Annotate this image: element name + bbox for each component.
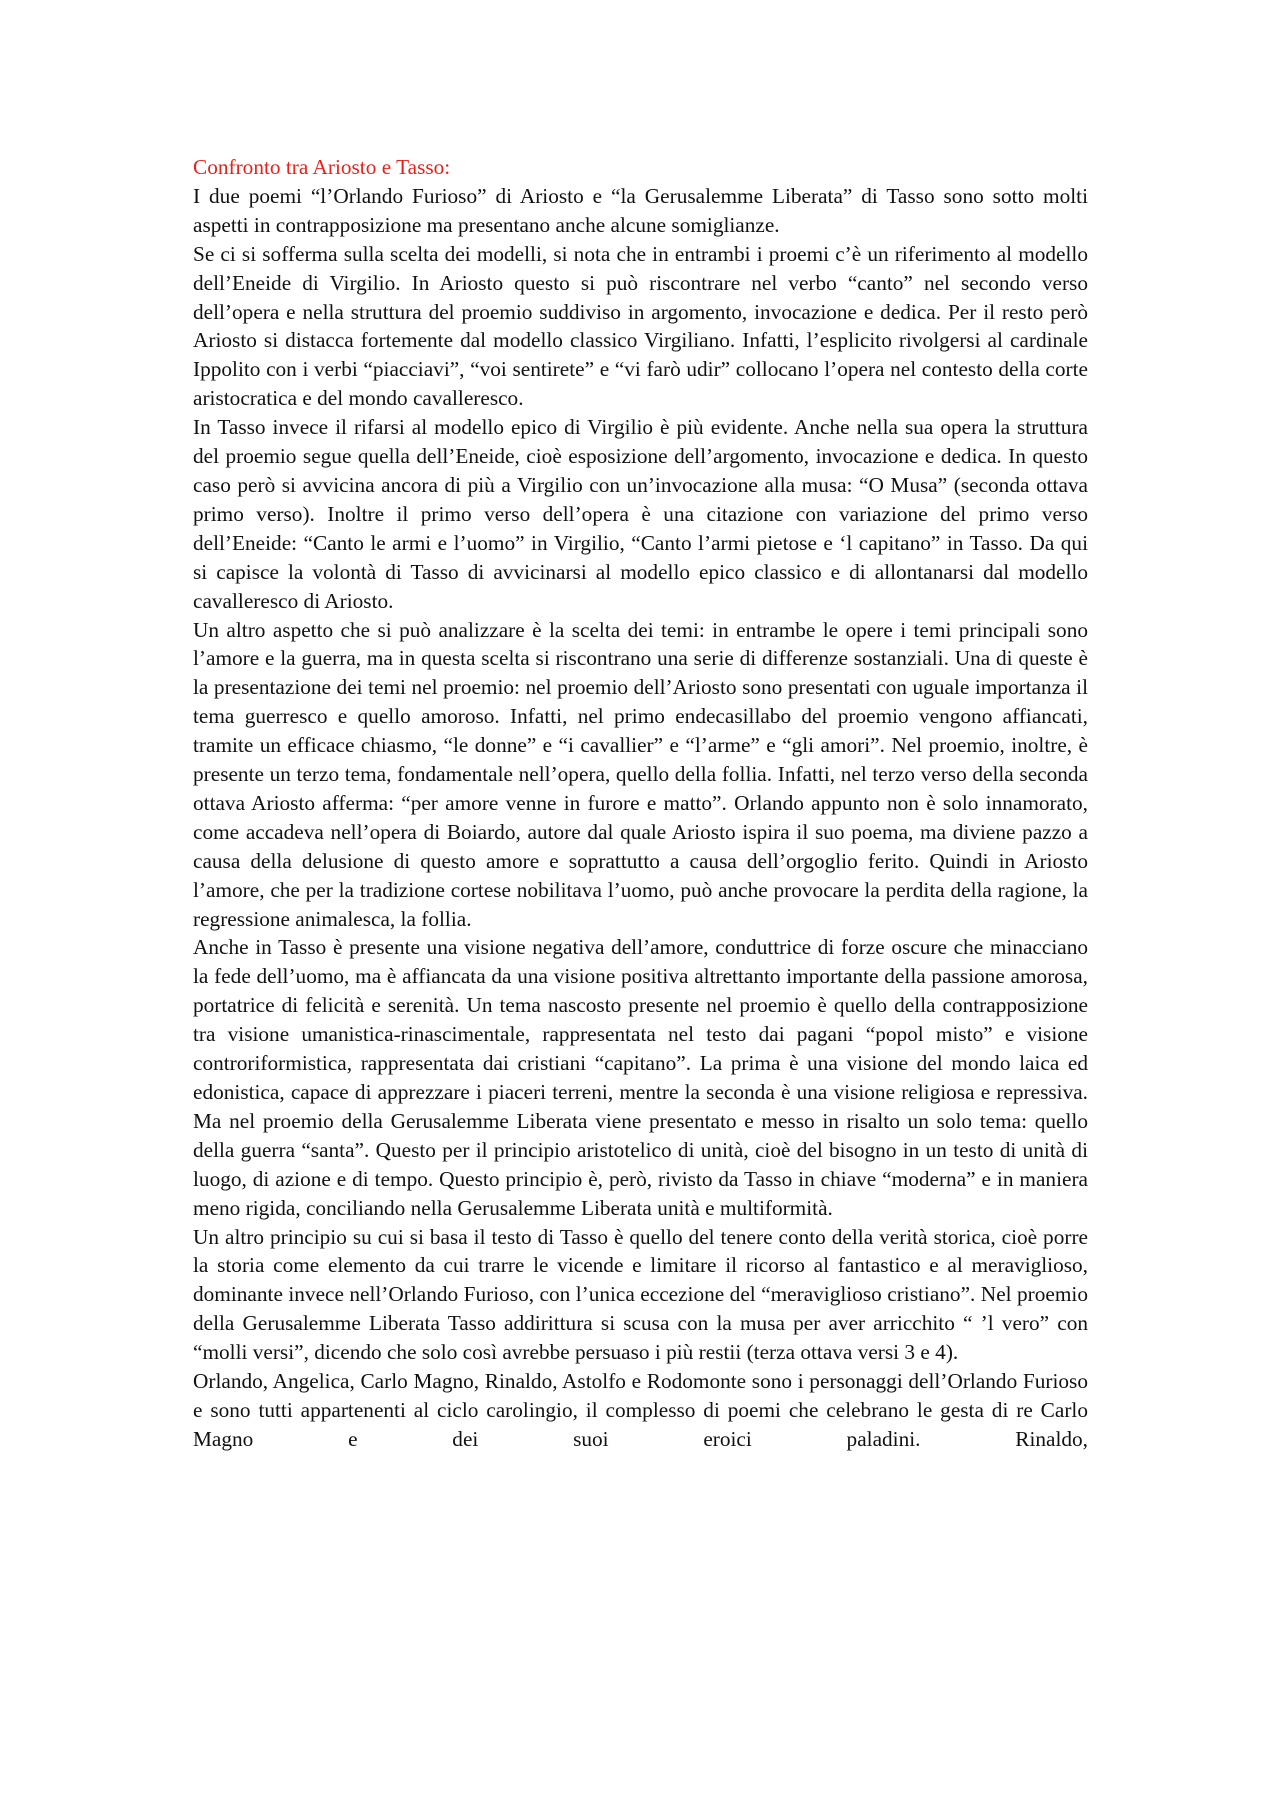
paragraph-intro: I due poemi “l’Orlando Furioso” di Ariosto e “la Gerusalemme Liberata” di Tasso sono sotto molti aspetti in contrapposizione ma presentano anche alcune somiglianze. bbox=[193, 183, 1088, 237]
paragraph-themes-ariosto: Un altro aspetto che si può analizzare è la scelta dei temi: in entrambe le opere i temi principali sono l’amore e la guerra, ma in questa scelta si riscontrano una serie di differenze sostanziali. Una di queste è la presentazione dei temi nel proemio: nel proemio dell’Ariosto sono presentati con uguale importanza il tema guerresco e quello amoroso. Infatti, nel primo endecasillabo del proemio vengono affiancati, tramite un efficace chiasmo, “le donne” e “i cavallier” e “l’arme” e “gli amori”. Nel proemio, inoltre, è presente un terzo tema, fondamentale nell’opera, quello della follia. Infatti, nel terzo verso della seconda ottava Ariosto afferma: “per amore venne in furore e matto”. Orlando appunto non è solo innamorato, come accadeva nell’opera di Boiardo, autore dal quale Ariosto ispira il suo poema, ma diviene pazzo a causa della delusione di questo amore e soprattutto a causa dell’orgoglio ferito. Quindi in Ariosto l’amore, che per la tradizione cortese nobilitava l’uomo, può anche provocare la perdita della ragione, la regressione animalesca, la follia. bbox=[193, 617, 1088, 931]
paragraph-models-ariosto: Se ci si sofferma sulla scelta dei modelli, si nota che in entrambi i proemi c’è un riferimento al modello dell’Eneide di Virgilio. In Ariosto questo si può riscontrare nel verbo “canto” nel secondo verso dell’opera e nella struttura del proemio suddiviso in argomento, invocazione e dedica. Per il resto però Ariosto si distacca fortemente dal modello classico Virgiliano. Infatti, l’esplicito rivolgersi al cardinale Ippolito con i verbi “piacciavi”, “voi sentirete” e “vi farò udir” collocano l’opera nel contesto della corte aristocratica e del mondo cavalleresco. bbox=[193, 241, 1088, 411]
document-body bbox=[193, 153, 1088, 1454]
paragraph-historical-truth: Un altro principio su cui si basa il testo di Tasso è quello del tenere conto della verità storica, cioè porre la storia come elemento da cui trarre le vicende e limitare il ricorso al fantastico e al meraviglioso, dominante invece nell’Orlando Furioso, con l’unica eccezione del “meraviglioso cristiano”. Nel proemio della Gerusalemme Liberata Tasso addirittura si scusa con la musa per aver arricchito “ ’l vero” con “molli versi”, dicendo che solo così avrebbe persuaso i più restii (terza ottava versi 3 e 4). bbox=[193, 1224, 1088, 1365]
paragraph-characters: Orlando, Angelica, Carlo Magno, Rinaldo, Astolfo e Rodomonte sono i personaggi dell’Orlando Furioso e sono tutti appartenenti al ciclo carolingio, il complesso di poemi che celebrano le gesta di re Carlo Magno e dei suoi eroici paladini. Rinaldo, bbox=[193, 1369, 1088, 1451]
paragraph-themes-tasso: Anche in Tasso è presente una visione negativa dell’amore, conduttrice di forze oscure che minacciano la fede dell’uomo, ma è affiancata da una visione positiva altrettanto importante della passione amorosa, portatrice di felicità e serenità. Un tema nascosto presente nel proemio è quello della contrapposizione tra visione umanistica-rinascimentale, rappresentata nel testo dai pagani “popol misto” e visione controriformistica, rappresentata dai cristiani “capitano”. La prima è una visione del mondo laica ed edonistica, capace di apprezzare i piaceri terreni, mentre la seconda è una visione religiosa e repressiva. Ma nel proemio della Gerusalemme Liberata viene presentato e messo in risalto un solo tema: quello della guerra “santa”. Questo per il principio aristotelico di unità, cioè del bisogno in un testo di unità di luogo, di azione e di tempo. Questo principio è, però, rivisto da Tasso in chiave “moderna” e in maniera meno rigida, conciliando nella Gerusalemme Liberata unità e multiformità. bbox=[193, 935, 1088, 1220]
document-title: Confronto tra Ariosto e Tasso: bbox=[193, 155, 451, 179]
paragraph-models-tasso: In Tasso invece il rifarsi al modello epico di Virgilio è più evidente. Anche nella sua opera la struttura del proemio segue quella dell’Eneide, cioè esposizione dell’argomento, invocazione e dedica. In questo caso però si avvicina ancora di più a Virgilio con un’invocazione alla musa: “O Musa” (seconda ottava primo verso). Inoltre il primo verso dell’opera è una citazione con variazione del primo verso dell’Eneide: “Canto le armi e l’uomo” in Virgilio, “Canto l’armi pietose e ‘l capitano” in Tasso. Da qui si capisce la volontà di Tasso di avvicinarsi al modello epico classico e di allontanarsi dal modello cavalleresco di Ariosto. bbox=[193, 415, 1088, 613]
